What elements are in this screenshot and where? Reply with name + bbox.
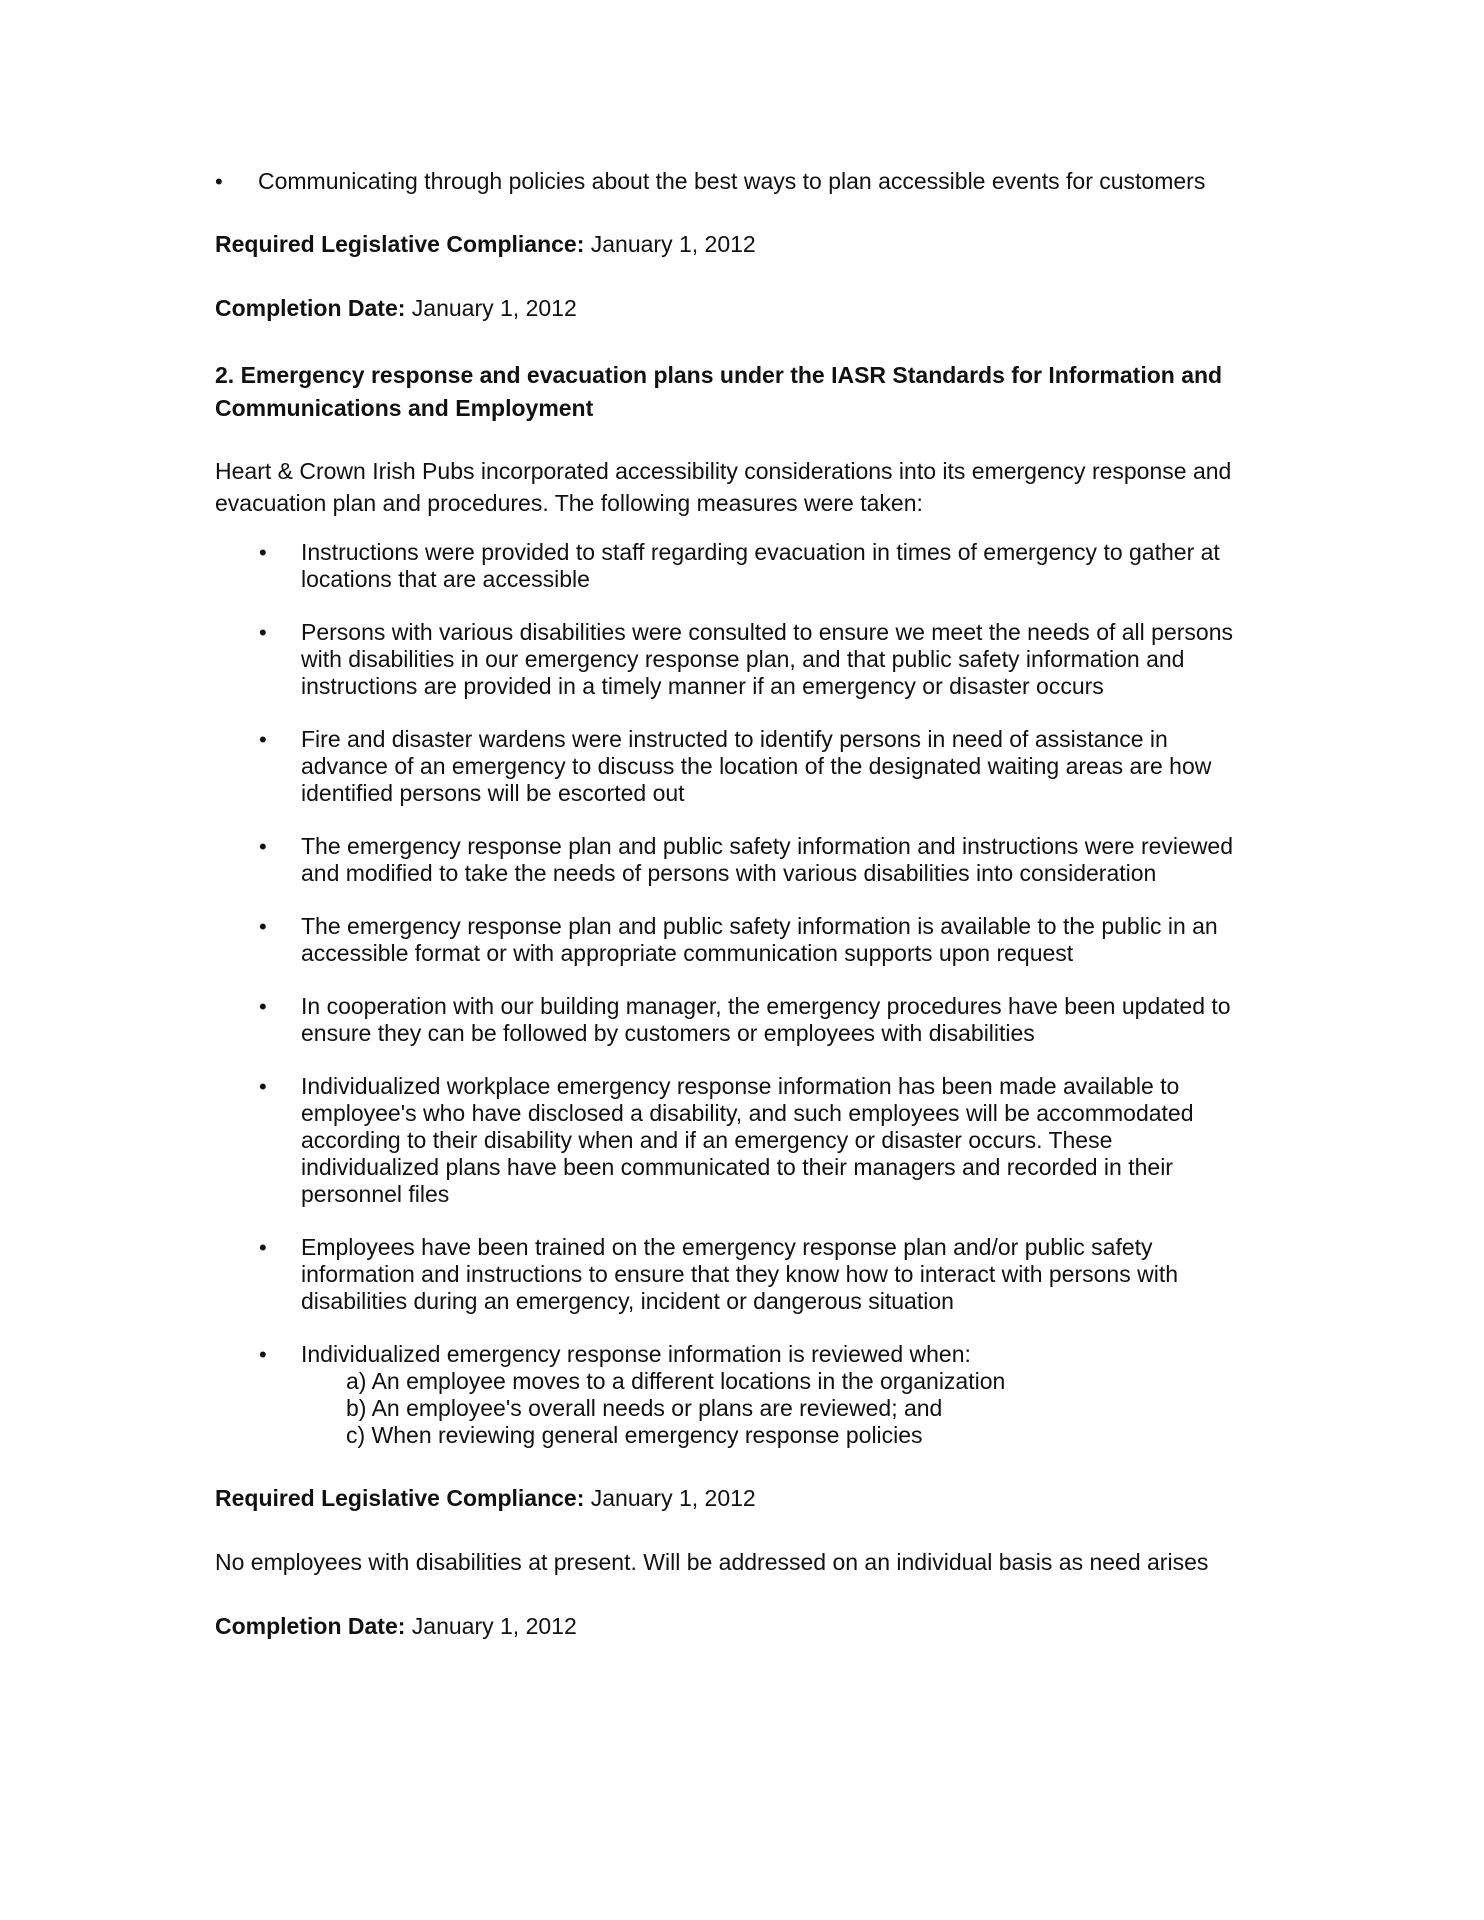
list-item-line: In cooperation with our building manager, the emergency procedures have been updated to: [301, 993, 1231, 1019]
measures-list: [215, 539, 1295, 1449]
paragraph-line: Heart & Crown Irish Pubs incorporated accessibility considerations into its emergency response and: [215, 458, 1232, 484]
completion-value: January 1, 2012: [405, 295, 577, 321]
compliance-line: [215, 231, 1295, 258]
list-item: [215, 726, 1295, 807]
completion-line: [215, 295, 1295, 322]
list-item-line: disabilities during an emergency, incident or dangerous situation: [301, 1288, 954, 1314]
compliance-label: Required Legislative Compliance:: [215, 1485, 585, 1511]
note-text: No employees with disabilities at present. Will be addressed on an individual basis as need arises: [215, 1549, 1209, 1575]
list-item-line: accessible format or with appropriate communication supports upon request: [301, 940, 1074, 966]
list-item-line: advance of an emergency to discuss the location of the designated waiting areas are how: [301, 753, 1212, 779]
list-item-line: identified persons will be escorted out: [301, 780, 685, 806]
paragraph-line: evacuation plan and procedures. The following measures were taken:: [215, 490, 923, 516]
section-heading-line: 2. Emergency response and evacuation plans under the IASR Standards for Information and: [215, 362, 1223, 388]
list-item-line: Individualized emergency response information is reviewed when:: [301, 1341, 971, 1367]
compliance-value: January 1, 2012: [584, 231, 756, 257]
section-heading: [215, 359, 1295, 425]
bullet-icon: •: [259, 1235, 267, 1260]
bullet-icon: •: [259, 914, 267, 939]
list-item-line: Fire and disaster wardens were instructed to identify persons in need of assistance in: [301, 726, 1168, 752]
list-item: [215, 913, 1295, 967]
sub-item: c) When reviewing general emergency response policies: [346, 1422, 923, 1448]
bullet-icon: •: [259, 620, 267, 645]
list-item-line: according to their disability when and if an emergency or disaster occurs. These: [301, 1127, 1113, 1153]
bullet-icon: •: [259, 1074, 267, 1099]
bullet-icon: •: [259, 994, 267, 1019]
sub-item: b) An employee's overall needs or plans are reviewed; and: [346, 1395, 943, 1421]
intro-paragraph: [215, 455, 1295, 519]
list-item-line: Instructions were provided to staff regarding evacuation in times of emergency to gather at: [301, 539, 1220, 565]
completion-label: Completion Date:: [215, 295, 406, 321]
bullet-icon: •: [215, 169, 223, 194]
list-item-line: The emergency response plan and public safety information and instructions were reviewed: [301, 833, 1234, 859]
list-item-line: instructions are provided in a timely manner if an emergency or disaster occurs: [301, 673, 1104, 699]
compliance-label: Required Legislative Compliance:: [215, 231, 585, 257]
list-item: [215, 993, 1295, 1047]
list-item-line: Employees have been trained on the emergency response plan and/or public safety: [301, 1234, 1153, 1260]
list-item-line: Individualized workplace emergency response information has been made available to: [301, 1073, 1180, 1099]
list-item-line: individualized plans have been communicated to their managers and recorded in their: [301, 1154, 1173, 1180]
list-item: [215, 1341, 1295, 1449]
list-item-line: locations that are accessible: [301, 566, 590, 592]
list-item: [215, 619, 1295, 700]
list-item-line: Persons with various disabilities were consulted to ensure we meet the needs of all persons: [301, 619, 1233, 645]
section-heading-line: Communications and Employment: [215, 395, 594, 421]
bullet-icon: •: [259, 540, 267, 565]
list-item-line: with disabilities in our emergency response plan, and that public safety information and: [301, 646, 1185, 672]
sub-item: a) An employee moves to a different locations in the organization: [346, 1368, 1006, 1394]
list-item: [215, 833, 1295, 887]
list-item: [215, 168, 1295, 195]
list-item-line: information and instructions to ensure that they know how to interact with persons with: [301, 1261, 1179, 1287]
list-item-line: employee's who have disclosed a disability, and such employees will be accommodated: [301, 1100, 1194, 1126]
list-item-line: The emergency response plan and public safety information is available to the public in an: [301, 913, 1218, 939]
list-item: [215, 1234, 1295, 1315]
document-page: [215, 168, 1295, 1677]
compliance-line: [215, 1485, 1295, 1512]
completion-value: January 1, 2012: [405, 1613, 577, 1639]
list-item-line: personnel files: [301, 1181, 450, 1207]
completion-line: [215, 1613, 1295, 1640]
bullet-icon: •: [259, 1342, 267, 1367]
bullet-icon: •: [259, 727, 267, 752]
compliance-value: January 1, 2012: [584, 1485, 756, 1511]
completion-label: Completion Date:: [215, 1613, 406, 1639]
list-item-line: and modified to take the needs of persons with various disabilities into consideration: [301, 860, 1157, 886]
list-item: [215, 539, 1295, 593]
bullet-icon: •: [259, 834, 267, 859]
list-item: [215, 1073, 1295, 1208]
list-item-line: ensure they can be followed by customers or employees with disabilities: [301, 1020, 1035, 1046]
list-item-text: Communicating through policies about the best ways to plan accessible events for customers: [258, 168, 1206, 194]
